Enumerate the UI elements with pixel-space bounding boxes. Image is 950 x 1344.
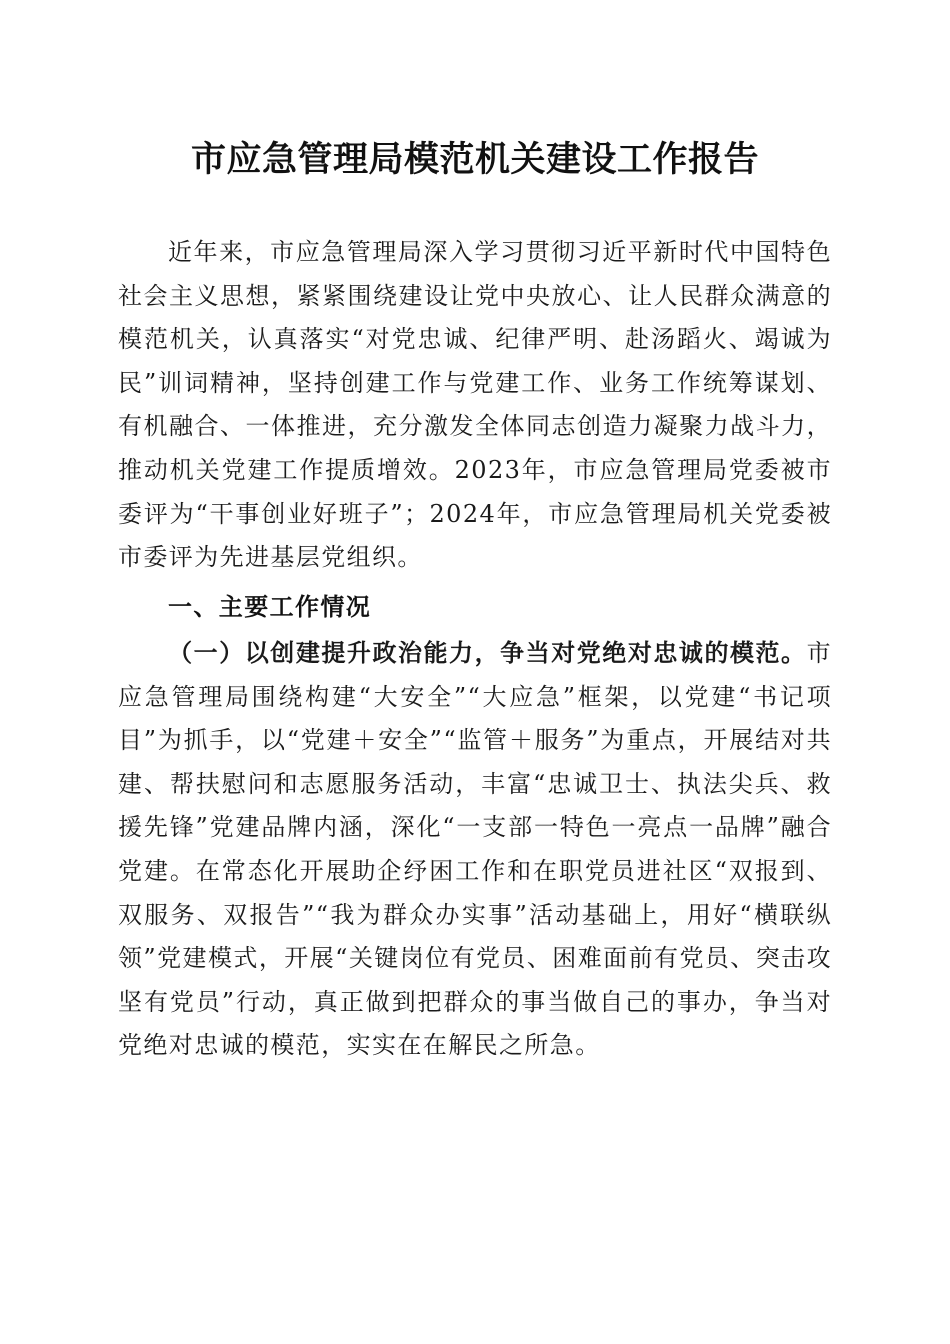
- section-heading: 一、主要工作情况: [168, 593, 372, 621]
- intro-paragraph: 近年来，市应急管理局深入学习贯彻习近平新时代中国特色社会主义思想，紧紧围绕建设让党中央放心、让人民群众满意的模范机关，认真落实“对党忠诚、纪律严明、赴汤蹈火、竭诚为民”训词精神，坚持创建工作与党建工作、业务工作统筹谋划、有机融合、一体推进，充分激发全体同志创造力凝聚力战斗力，推动机关党建工作提质增效。2023年，市应急管理局党委被市委评为“干事创业好班子”；2024年，市应急管理局机关党委被市委评为先进基层党组织。: [118, 238, 832, 572]
- subsection-paragraph: [118, 631, 832, 1068]
- document-title: 市应急管理局模范机关建设工作报告: [190, 139, 759, 180]
- subsection-heading: （一）以创建提升政治能力，争当对党绝对忠诚的模范。: [168, 638, 807, 667]
- subsection-body: 市应急管理局围绕构建“大安全”“大应急”框架，以党建“书记项目”为抓手，以“党建＋安全”“监管＋服务”为重点，开展结对共建、帮扶慰问和志愿服务活动，丰富“忠诚卫士、执法尖兵、救援先锋”党建品牌内涵，深化“一支部一特色一亮点一品牌”融合党建。在常态化开展助企纾困工作和在职党员进社区“双报到、双服务、双报告”“我为群众办实事”活动基础上，用好“横联纵领”党建模式，开展“关键岗位有党员、困难面前有党员、突击攻坚有党员”行动，真正做到把群众的事当做自己的事办，争当对党绝对忠诚的模范，实实在在解民之所急。: [118, 639, 832, 1060]
